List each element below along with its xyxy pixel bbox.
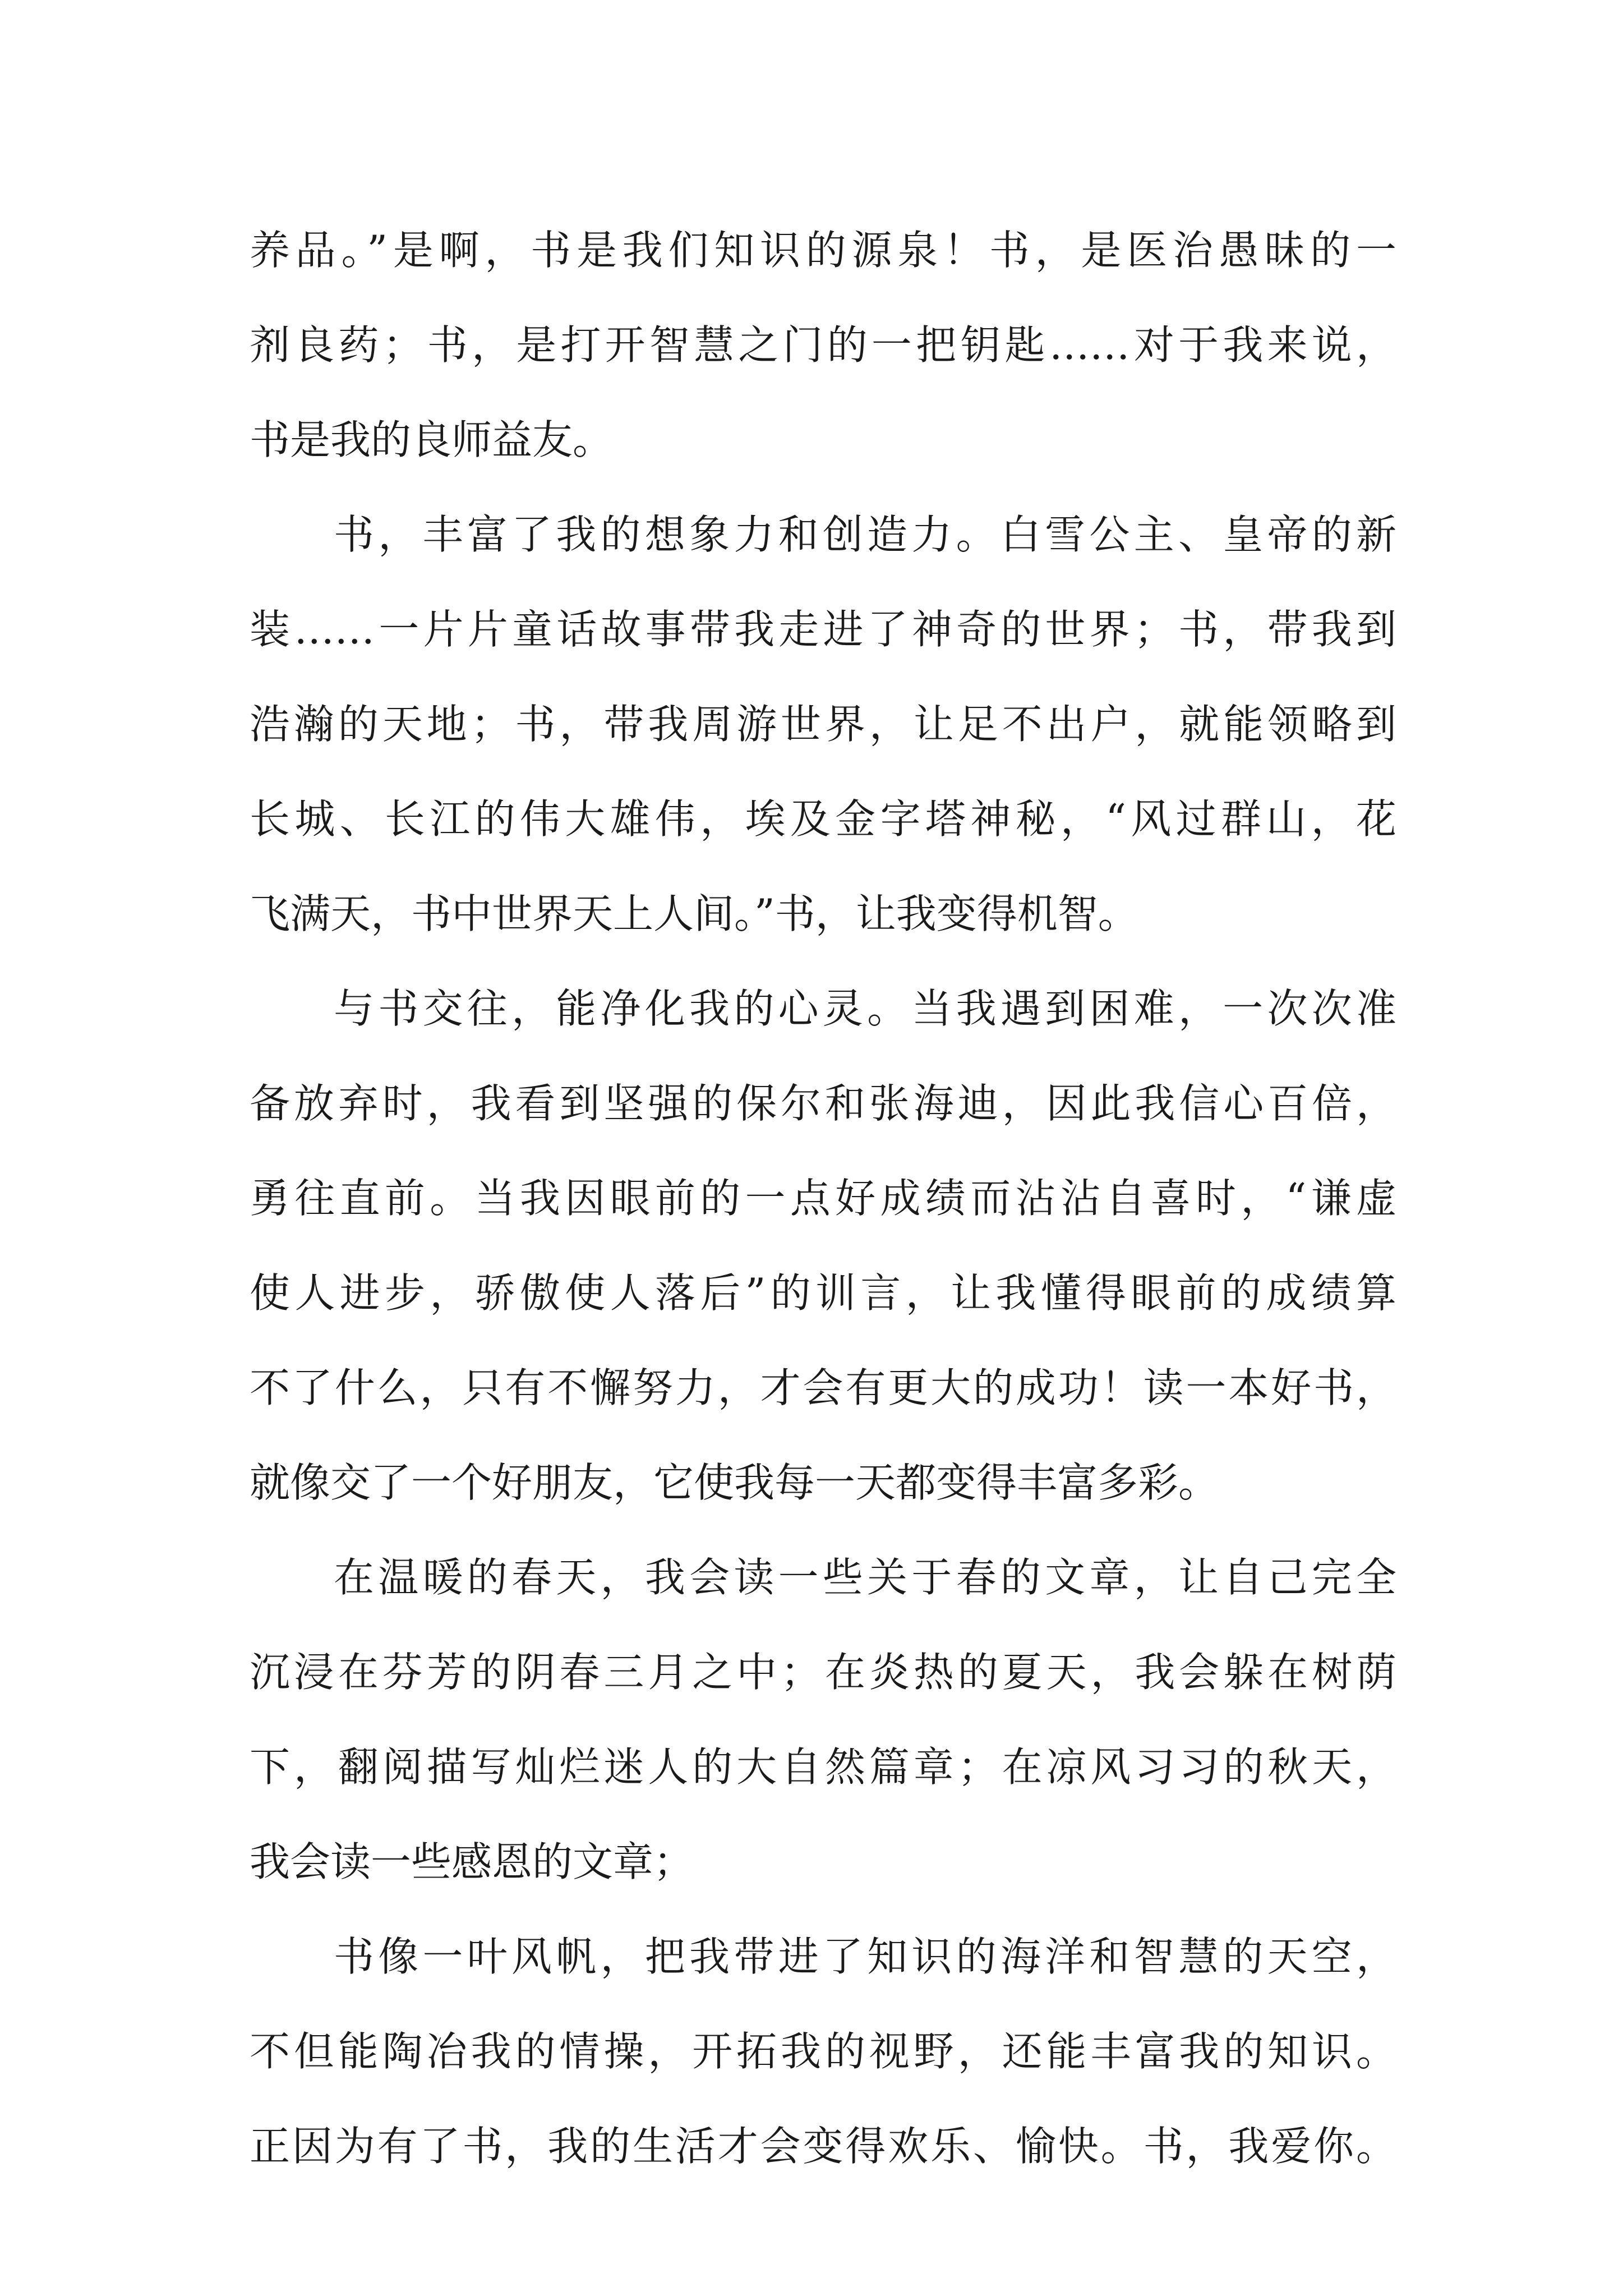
paragraph-first-line: 书像一叶风帆，把我带进了知识的海洋和智慧的天空， (334, 1933, 1396, 1980)
text-line: 浩瀚的天地；书，带我周游世界，让足不出户，就能领略到 (250, 701, 1396, 748)
text-line: 沉浸在芬芳的阴春三月之中；在炎热的夏天，我会躲在树荫 (250, 1649, 1396, 1696)
text-line: 勇往直前。当我因眼前的一点好成绩而沾沾自喜时，“谦虚 (250, 1175, 1396, 1222)
text-line: 书是我的良师益友。 (250, 416, 614, 463)
text-line: 就像交了一个好朋友，它使我每一天都变得丰富多彩。 (250, 1459, 1219, 1506)
text-line: 不但能陶冶我的情操，开拓我的视野，还能丰富我的知识。 (250, 2028, 1396, 2075)
text-line: 剂良药；书，是打开智慧之门的一把钥匙……对于我来说， (250, 321, 1396, 369)
text-line: 正因为有了书，我的生活才会变得欢乐、愉快。书，我爱你。 (250, 2123, 1396, 2170)
text-line: 装……一片片童话故事带我走进了神奇的世界；书，带我到 (250, 606, 1396, 653)
text-line: 养品。”是啊，书是我们知识的源泉！书，是医治愚昧的一 (250, 227, 1396, 274)
text-line: 下，翻阅描写灿烂迷人的大自然篇章；在凉风习习的秋天， (250, 1743, 1396, 1791)
paragraph-first-line: 与书交往，能净化我的心灵。当我遇到困难，一次次准 (334, 985, 1396, 1032)
text-line: 使人进步，骄傲使人落后”的训言，让我懂得眼前的成绩算 (250, 1269, 1396, 1317)
essay-body (250, 203, 1396, 2194)
paragraph-first-line: 书，丰富了我的想象力和创造力。白雪公主、皇帝的新 (334, 511, 1396, 558)
text-line: 不了什么，只有不懈努力，才会有更大的成功！读一本好书， (250, 1364, 1396, 1411)
text-line: 飞满天，书中世界天上人间。”书，让我变得机智。 (250, 890, 1138, 937)
text-line: 我会读一些感恩的文章； (250, 1838, 694, 1885)
text-line: 长城、长江的伟大雄伟，埃及金字塔神秘，“风过群山，花 (250, 795, 1396, 843)
paragraph-first-line: 在温暖的春天，我会读一些关于春的文章，让自己完全 (334, 1554, 1396, 1601)
text-line: 备放弃时，我看到坚强的保尔和张海迪，因此我信心百倍， (250, 1080, 1396, 1127)
